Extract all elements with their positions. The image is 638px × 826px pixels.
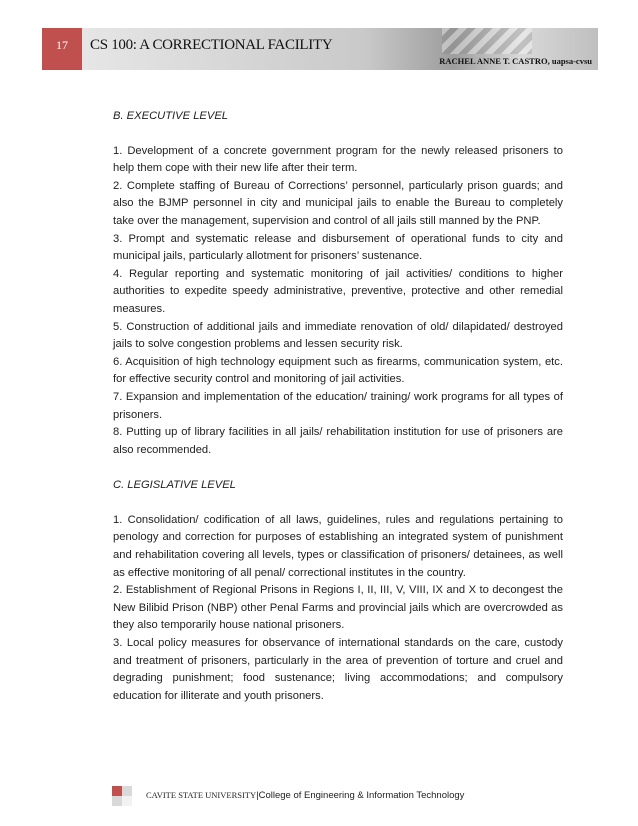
footer-university: CAVITE STATE UNIVERSITY: [146, 790, 257, 800]
document-body: [113, 108, 563, 705]
list-item: 2. Establishment of Regional Prisons in Regions I, II, III, V, VIII, IX and X to decongest the New Bilibid Prison (NBP) other Penal Farms and provincial jails which are overcrowded as they also temporarily house national prisoners.: [113, 584, 563, 632]
list-item: 5. Construction of additional jails and immediate renovation of old/ dilapidated/ destroyed jails to solve congestion problems and lessen security risk.: [113, 320, 563, 351]
footer-logo-square: [112, 786, 122, 796]
footer-text: [146, 790, 464, 801]
footer-college: |College of Engineering & Information Technology: [256, 790, 465, 801]
list-item: 7. Expansion and implementation of the education/ training/ work programs for all types of prisoners.: [113, 390, 563, 421]
page-footer: [112, 786, 512, 806]
list-item: 6. Acquisition of high technology equipment such as firearms, communication system, etc. for effective security control and monitoring of jail activities.: [113, 355, 563, 386]
list-item: 1. Development of a concrete government program for the newly released prisoners to help them cope with their new life after their term.: [113, 144, 563, 175]
list-item: 2. Complete staffing of Bureau of Corrections’ personnel, particularly prison guards; and also the BJMP personnel in city and municipal jails to enable the Bureau to completely take over the management, supervision and control of all jails still manned by the PNP.: [113, 179, 563, 227]
list-item: 3. Prompt and systematic release and disbursement of operational funds to city and municipal jails, particularly allotment for prisoners’ sustenance.: [113, 232, 563, 263]
document-title: CS 100: A CORRECTIONAL FACILITY: [90, 37, 333, 53]
list-item: 4. Regular reporting and systematic monitoring of jail activities/ conditions to higher authorities to expedite speedy administrative, preventive, protective and other remedial measures.: [113, 267, 563, 315]
section-heading-executive: B. EXECUTIVE LEVEL: [113, 110, 229, 122]
section-heading-legislative: C. LEGISLATIVE LEVEL: [113, 479, 236, 492]
list-item: 3. Local policy measures for observance of international standards on the care, custody and treatment of prisoners, particularly in the area of prevention of torture and cruel and degrading punishment; food sustenance; living accommodations; and compulsory education for illiterate and youth prisoners.: [113, 637, 563, 702]
author-name: RACHEL ANNE T. CASTRO, uapsa-cvsu: [439, 56, 592, 66]
list-item: 8. Putting up of library facilities in all jails/ rehabilitation institution for use of prisoners are also recommended.: [113, 426, 563, 456]
footer-logo-square: [122, 796, 132, 806]
page-number: 17: [42, 28, 82, 70]
list-item: 1. Consolidation/ codification of all laws, guidelines, rules and regulations pertaining to penology and correction for purposes of establishing an integrated system of punishment and rehabilitation covering all levels, types or classification of prisoners/ detainees, as well as effective monitoring of all penal/ correctional institutes in the country.: [113, 513, 563, 579]
footer-logo-square: [122, 786, 132, 796]
footer-logo-square: [112, 796, 122, 806]
page-header: [42, 28, 598, 70]
